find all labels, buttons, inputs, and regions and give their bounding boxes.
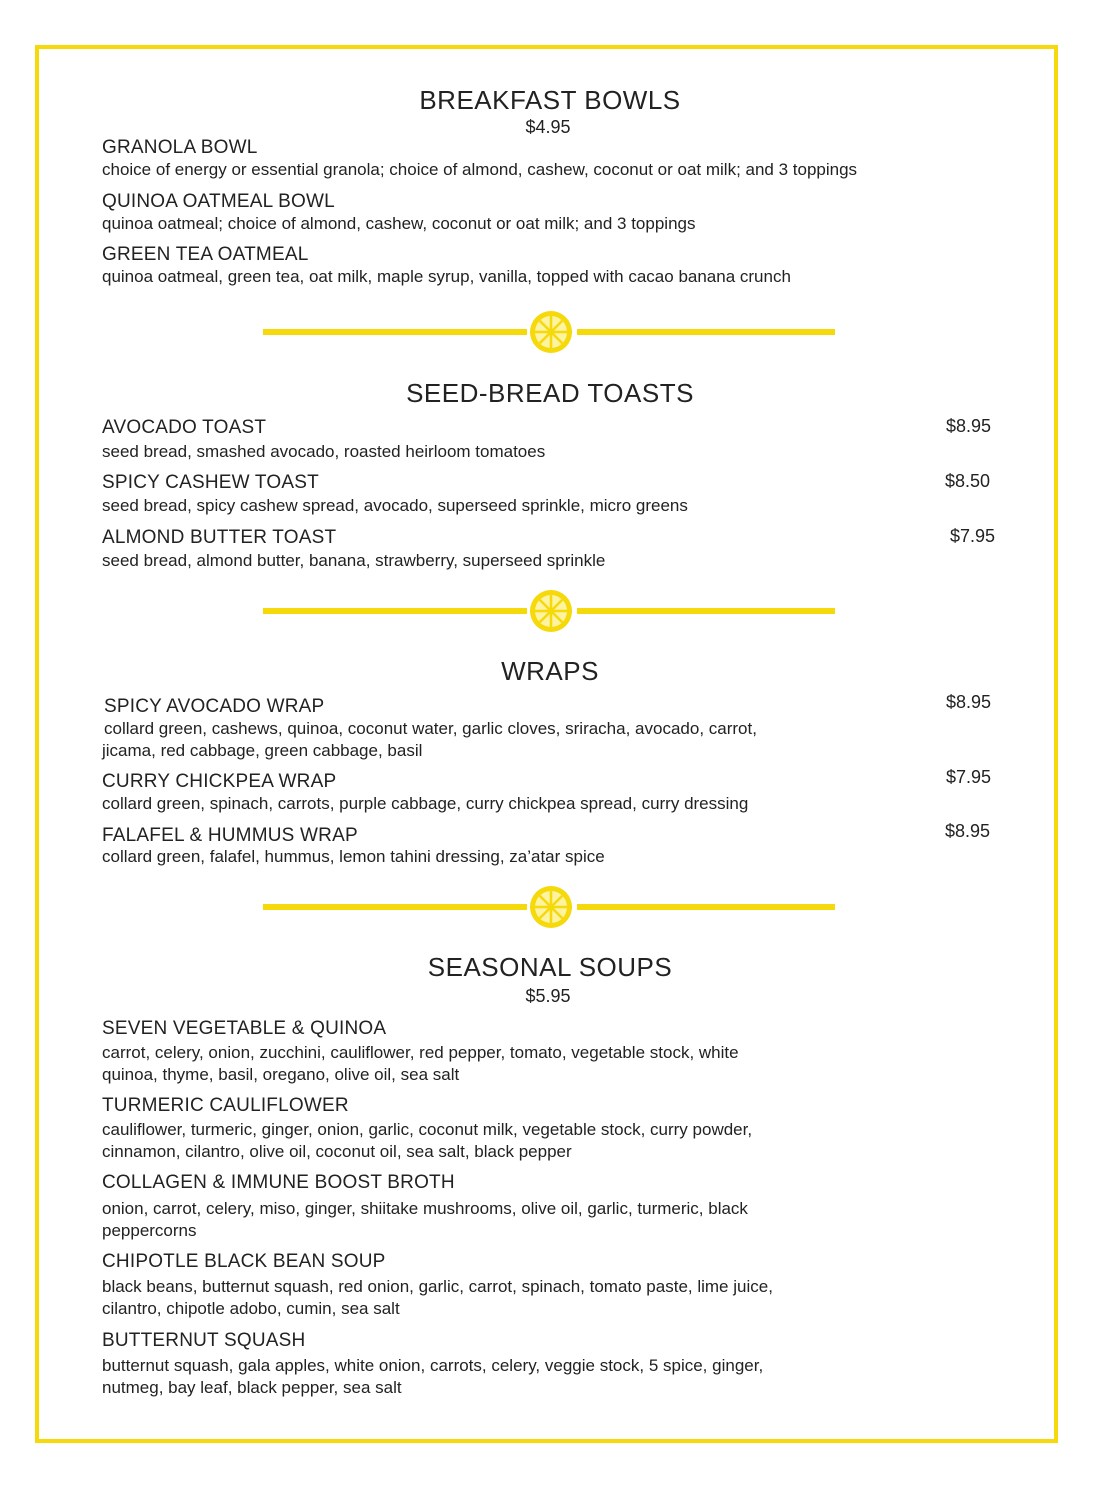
item-price: $7.95 (946, 767, 992, 787)
section-title-breakfast-bowls: BREAKFAST BOWLS (419, 85, 681, 115)
lemon-slice-icon (529, 885, 573, 929)
section-title-wraps: WRAPS (501, 656, 599, 686)
item-price: $8.95 (946, 692, 992, 712)
item-description: seed bread, smashed avocado, roasted heirloom tomatoes (102, 442, 546, 461)
item-name: COLLAGEN & IMMUNE BOOST BROTH (102, 1172, 455, 1193)
section-title-seed-bread-toasts: SEED-BREAD TOASTS (406, 378, 694, 408)
item-price: $7.95 (950, 526, 996, 546)
item-description-line-1: carrot, celery, onion, zucchini, cauliflower, red pepper, tomato, vegetable stock, white (102, 1043, 739, 1062)
item-name: AVOCADO TOAST (102, 417, 267, 438)
item-description-line-2: nutmeg, bay leaf, black pepper, sea salt (102, 1378, 402, 1397)
item-name: GREEN TEA OATMEAL (102, 244, 309, 265)
item-name: CURRY CHICKPEA WRAP (102, 771, 337, 792)
section-title-seasonal-soups: SEASONAL SOUPS (427, 952, 673, 982)
item-description: collard green, spinach, carrots, purple cabbage, curry chickpea spread, curry dressing (102, 794, 749, 813)
item-name: ALMOND BUTTER TOAST (102, 527, 337, 548)
item-description-line-1: cauliflower, turmeric, ginger, onion, garlic, coconut milk, vegetable stock, curry powder, (102, 1120, 753, 1139)
lemon-slice-icon (529, 310, 573, 354)
item-name: BUTTERNUT SQUASH (102, 1330, 306, 1351)
divider-line (263, 904, 527, 910)
item-name: GRANOLA BOWL (102, 137, 258, 158)
item-price: $8.50 (945, 471, 991, 491)
divider-line (577, 904, 835, 910)
section-price-seasonal-soups: $5.95 (525, 986, 571, 1006)
item-name: SPICY AVOCADO WRAP (104, 696, 325, 717)
item-price: $8.95 (946, 416, 992, 436)
item-name: TURMERIC CAULIFLOWER (102, 1095, 349, 1116)
item-description: quinoa oatmeal; choice of almond, cashew, coconut or oat milk; and 3 toppings (102, 214, 696, 233)
divider-line (263, 329, 527, 335)
item-description: seed bread, almond butter, banana, strawberry, superseed sprinkle (102, 551, 606, 570)
item-name: CHIPOTLE BLACK BEAN SOUP (102, 1251, 386, 1272)
divider-line (263, 608, 527, 614)
item-description-line-1: onion, carrot, celery, miso, ginger, shiitake mushrooms, olive oil, garlic, turmeric, black (102, 1199, 748, 1218)
item-description-line-2: quinoa, thyme, basil, oregano, olive oil, sea salt (102, 1065, 460, 1084)
item-description: seed bread, spicy cashew spread, avocado, superseed sprinkle, micro greens (102, 496, 688, 515)
lemon-divider (263, 310, 835, 354)
divider-line (577, 329, 835, 335)
item-description-line-2: jicama, red cabbage, green cabbage, basil (102, 741, 423, 760)
item-description-line-1: butternut squash, gala apples, white onion, carrots, celery, veggie stock, 5 spice, ginger, (102, 1356, 764, 1375)
section-price-breakfast-bowls: $4.95 (525, 117, 571, 137)
item-price: $8.95 (945, 821, 991, 841)
item-name: QUINOA OATMEAL BOWL (102, 191, 335, 212)
item-description: collard green, falafel, hummus, lemon tahini dressing, za’atar spice (102, 847, 605, 866)
item-name: SPICY CASHEW TOAST (102, 472, 319, 493)
item-name: FALAFEL & HUMMUS WRAP (102, 825, 358, 846)
lemon-divider (263, 885, 835, 929)
lemon-slice-icon (529, 589, 573, 633)
item-name: SEVEN VEGETABLE & QUINOA (102, 1018, 387, 1039)
item-description-line-1: collard green, cashews, quinoa, coconut water, garlic cloves, sriracha, avocado, carrot, (104, 719, 757, 738)
item-description-line-1: black beans, butternut squash, red onion, garlic, carrot, spinach, tomato paste, lime juice, (102, 1277, 773, 1296)
item-description-line-2: cinnamon, cilantro, olive oil, coconut oil, sea salt, black pepper (102, 1142, 572, 1161)
item-description: choice of energy or essential granola; choice of almond, cashew, coconut or oat milk; and 3 toppings (102, 160, 858, 179)
item-description-line-2: cilantro, chipotle adobo, cumin, sea salt (102, 1299, 400, 1318)
item-description: quinoa oatmeal, green tea, oat milk, maple syrup, vanilla, topped with cacao banana crunch (102, 267, 791, 286)
item-description-line-2: peppercorns (102, 1221, 197, 1240)
lemon-divider (263, 589, 835, 633)
divider-line (577, 608, 835, 614)
